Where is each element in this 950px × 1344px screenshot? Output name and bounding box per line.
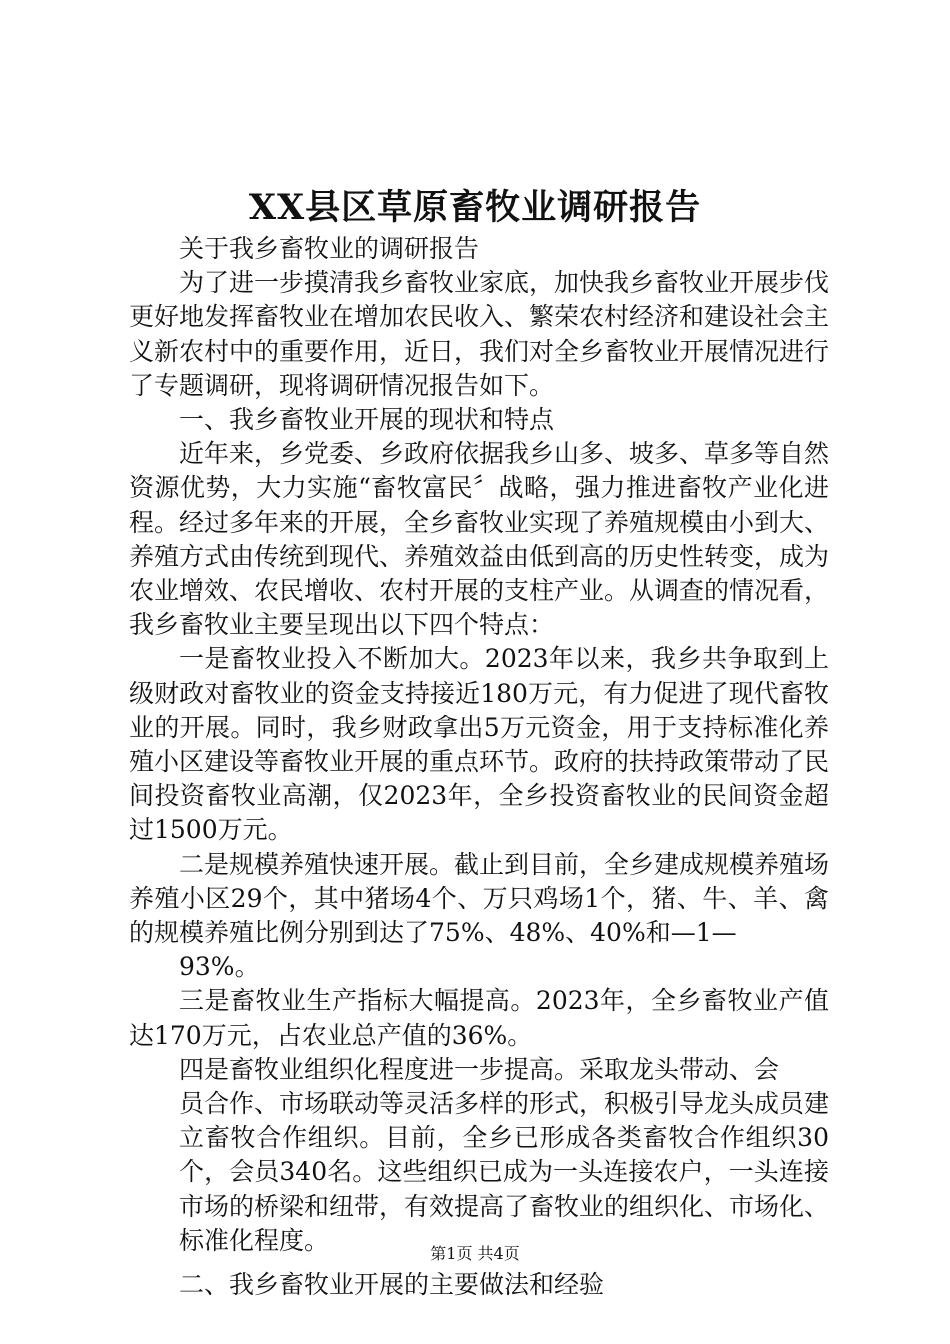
paragraph-intro: 为了进一步摸清我乡畜牧业家底，加快我乡畜牧业开展步伐更好地发挥畜牧业在增加农民收入、繁荣农村经济和建设社会主义新农村中的重要作用，近日，我们对全乡畜牧业开展情况进行了专题调研，现将调研情况报告如下。: [129, 268, 830, 400]
paragraph-feature-2: 二是规模养殖快速开展。截止到目前，全乡建成规模养殖场养殖小区29个，其中猪场4个、万只鸡场1个，猪、牛、羊、禽的规模养殖比例分别到达了75%、48%、40%和—1—: [129, 849, 830, 948]
section-heading-2: 二、我乡畜牧业开展的主要做法和经验: [179, 1270, 605, 1300]
page-footer: 第1页 共4页: [430, 1244, 520, 1263]
paragraph-feature-1: 一是畜牧业投入不断加大。2023年以来，我乡共争取到上级财政对畜牧业的资金支持接近180万元，有力促进了现代畜牧业的开展。同时，我乡财政拿出5万元资金，用于支持标准化养殖小区建设等畜牧业开展的重点环节。政府的扶持政策带动了民间投资畜牧业高潮，仅2023年，全乡投资畜牧业的民间资金超过1500万元。: [129, 644, 830, 845]
document-title: XX县区草原畜牧业调研报告: [248, 187, 702, 228]
paragraph-feature-4-continued: 员合作、市场联动等灵活多样的形式，积极引导龙头成员建立畜牧合作组织。目前，全乡已形成各类畜牧合作组织30个，会员340名。这些组织已成为一头连接农户，一头连接市场的桥梁和纽带，有效提高了畜牧业的组织化、市场化、标准化程度。: [179, 1089, 830, 1255]
paragraph-feature-4-start: 四是畜牧业组织化程度进一步提高。采取龙头带动、会: [179, 1054, 780, 1084]
paragraph-subtitle: 关于我乡畜牧业的调研报告: [179, 234, 480, 263]
document-body: [129, 232, 829, 1302]
section-heading-1: 一、我乡畜牧业开展的现状和特点: [179, 405, 555, 435]
paragraph-feature-2-continued: 93%。: [179, 952, 260, 982]
paragraph-overview: 近年来，乡党委、乡政府依据我乡山多、坡多、草多等自然资源优势，大力实施“畜牧富民〞战略，强力推进畜牧产业化进程。经过多年来的开展，全乡畜牧业实现了养殖规模由小到大、养殖方式由传统到现代、养殖效益由低到高的历史性转变，成为农业增效、农民增收、农村开展的支柱产业。从调查的情况看，我乡畜牧业主要呈现出以下四个特点：: [129, 439, 830, 640]
paragraph-feature-3: 三是畜牧业生产指标大幅提高。2023年，全乡畜牧业产值达170万元，占农业总产值的36%。: [129, 986, 829, 1050]
